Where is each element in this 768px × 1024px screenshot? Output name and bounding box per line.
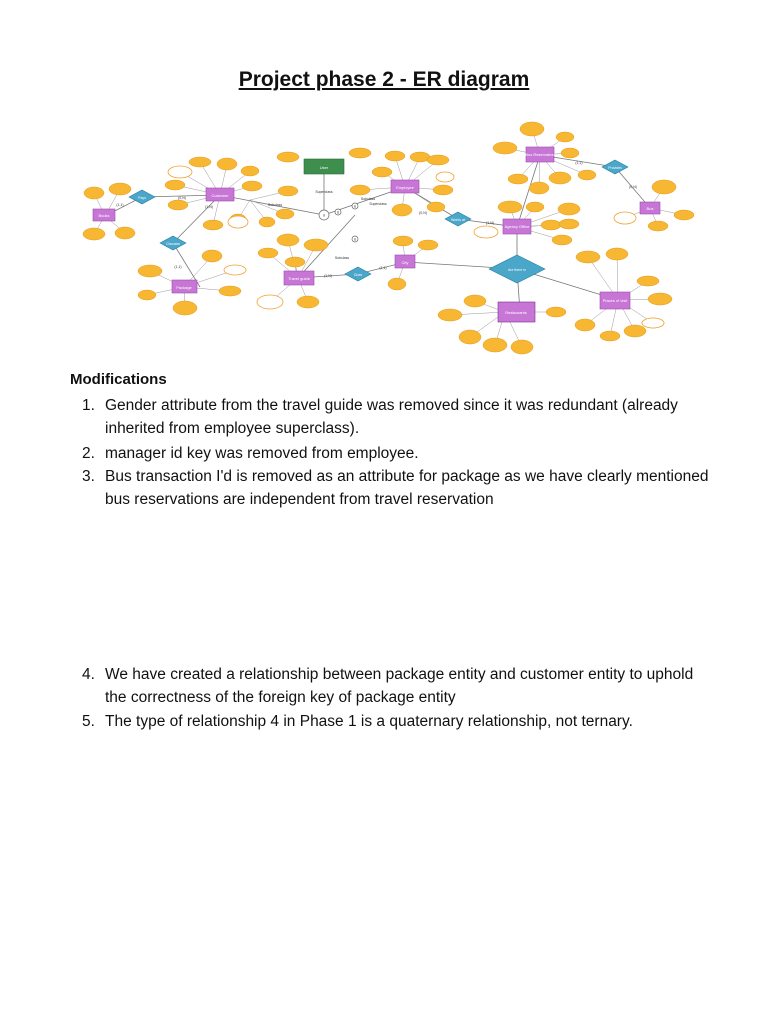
cardinality-label: (1,1)	[575, 161, 583, 165]
role-label: Superclass	[315, 190, 333, 194]
item-number: 5.	[82, 713, 95, 730]
role-label: Superclass	[369, 202, 387, 206]
modification-item	[70, 465, 710, 511]
cardinality-label: (1,1)	[379, 266, 387, 270]
role-label: Subclass	[334, 256, 350, 260]
role-label: Subclass	[360, 197, 376, 201]
item-text: We have created a relationship between package entity and customer entity to uphold the correctness of the foreign key of package entity	[105, 666, 694, 706]
union-marker: U	[353, 204, 357, 209]
item-number: 4.	[82, 666, 95, 683]
union-marker: U	[336, 210, 340, 215]
modification-item	[70, 394, 710, 440]
specialization-circles	[319, 203, 358, 242]
cardinality-label: (1,1)	[174, 265, 182, 269]
item-text: Gender attribute from the travel guide was removed since it was redundant (already inherited from employee superclass).	[105, 397, 678, 437]
er-diagram	[70, 112, 700, 362]
entity-travel-guide: Travel guide	[288, 276, 310, 281]
item-text: Bus transaction I'd is removed as an attribute for package as we have clearly mentioned bus reservations are independent from travel reservation	[105, 468, 709, 508]
entity-agency-office: Agency Office	[504, 224, 530, 229]
modification-item	[70, 663, 710, 709]
item-text: manager id key was removed from employee.	[105, 445, 419, 462]
cardinality-label: (1,1)	[116, 203, 124, 207]
entity-books: Books	[98, 213, 110, 218]
relationship-goes: Goes	[353, 273, 363, 277]
item-number: 2.	[82, 445, 95, 462]
cardinality-label: (1,N)	[205, 205, 213, 209]
union-marker: U	[353, 237, 357, 242]
modification-item	[70, 710, 710, 733]
entity-restaurants: Restaurants	[505, 310, 527, 315]
relationship-provides: Provides	[608, 166, 622, 170]
relationship-are-there-in: Are there in	[507, 268, 527, 272]
document-title: Project phase 2 - ER diagram	[238, 68, 530, 91]
entity-city: City	[401, 260, 409, 265]
relationship-chooses: Chooses	[166, 242, 180, 246]
entity-employee: Employee	[396, 185, 414, 190]
disjoint-marker: d	[323, 213, 325, 218]
item-text: The type of relationship 4 in Phase 1 is a quaternary relationship, not ternary.	[105, 713, 633, 730]
entity-user: User	[319, 165, 329, 170]
cardinality-label: (0,N)	[629, 185, 637, 189]
cardinality-label: (0,N)	[178, 196, 186, 200]
modifications-heading: Modifications	[70, 371, 167, 388]
relationship-pays: Pays	[138, 196, 146, 200]
item-number: 3.	[82, 468, 95, 485]
cardinality-label: (0,N)	[419, 211, 427, 215]
item-number: 1.	[82, 397, 95, 414]
entity-package: Package	[176, 285, 192, 290]
entity-customer: Customer	[211, 193, 229, 198]
role-labels	[268, 190, 387, 260]
entity-bus-reservation: Bus Reservation	[525, 152, 555, 157]
entity-bus: Bus	[646, 206, 654, 211]
relationship-works-at: Works at	[451, 218, 465, 222]
cardinality-label: (1,N)	[486, 221, 494, 225]
cardinality-label: (1,N)	[324, 274, 332, 278]
entity-places-of-visit: Places of visit	[602, 298, 628, 303]
role-label: Subclass	[267, 203, 283, 207]
modification-item	[70, 442, 710, 465]
